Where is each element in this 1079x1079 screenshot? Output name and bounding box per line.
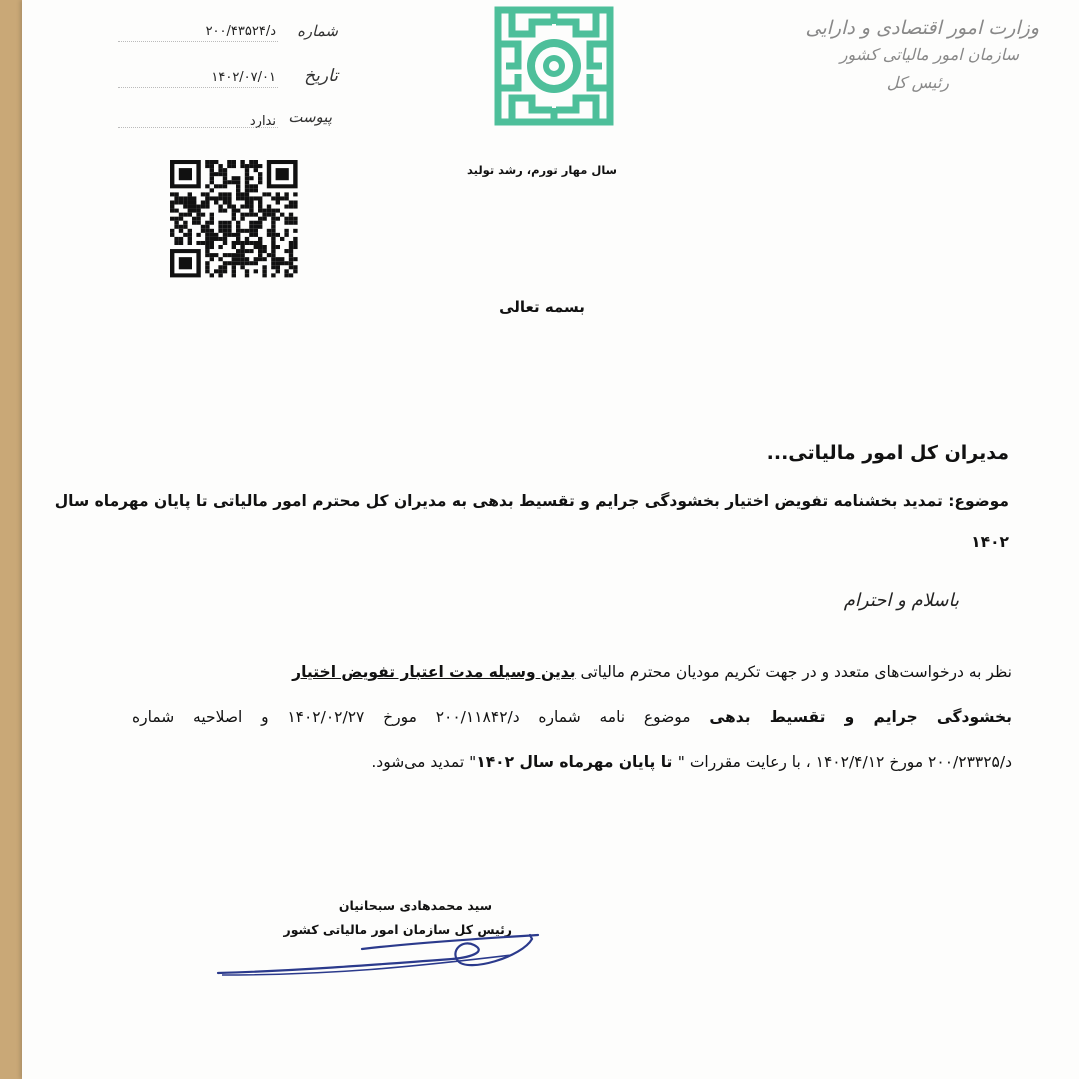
handwritten-signature-icon	[212, 915, 552, 985]
greeting: باسلام و احترام	[843, 590, 959, 611]
year-slogan: سال مهار تورم، رشد تولید	[467, 163, 617, 177]
date-label: تاریخ	[304, 66, 338, 86]
attachment-field	[118, 106, 358, 134]
signatory-name: سید محمدهادی سبحانیان	[338, 898, 492, 913]
body-line-2: بخشودگی جرایم و تقسیط بدهی موضوع نامه شماره د/۲۰۰/۱۱۸۴۲ مورخ ۱۴۰۲/۰۲/۲۷ و اصلاحیه شماره	[132, 708, 1012, 726]
body-line-1: نظر به درخواست‌های متعدد و در جهت تکریم مودیان محترم مالیاتی بدین وسیله مدت اعتبار تفویض اختیار	[292, 663, 1012, 681]
body-paragraph	[132, 650, 1012, 785]
subject-line-1: موضوع: تمدید بخشنامه تفویض اختیار بخشودگی جرایم و تقسیط بدهی به مدیران کل محترم امور مالیاتی تا پایان مهرماه سال	[54, 492, 1009, 510]
body-emphasis-1: بدین وسیله مدت اعتبار تفویض اختیار	[292, 663, 576, 681]
subject-line-2: ۱۴۰۲	[971, 533, 1009, 551]
number-value: د/۲۰۰/۴۳۵۲۴	[205, 24, 276, 39]
tax-organization-logo	[492, 4, 616, 128]
number-label: شماره	[297, 22, 338, 40]
number-field	[118, 20, 358, 46]
invocation: بسمه تعالی	[499, 298, 585, 316]
body-emphasis-2: بخشودگی جرایم و تقسیط بدهی	[709, 708, 1012, 726]
ministry-header	[799, 14, 1039, 98]
ministry-line-3: رئیس کل	[886, 73, 949, 92]
attachment-label: پیوست	[288, 108, 332, 126]
date-field	[118, 64, 358, 92]
recipient: مدیران کل امور مالیاتی...	[766, 442, 1009, 464]
date-value: ۱۴۰۲/۰۷/۰۱	[211, 70, 276, 85]
qr-code-icon	[170, 160, 304, 278]
signatory-title: رئیس کل سازمان امور مالیاتی کشور	[283, 922, 512, 937]
qr-code	[170, 160, 304, 278]
body-emphasis-3: تا پایان مهرماه سال ۱۴۰۲	[476, 753, 678, 771]
ministry-line-1: وزارت امور اقتصادی و دارایی	[805, 17, 1039, 39]
attachment-value: ندارد	[249, 114, 276, 129]
logo-emblem-icon	[492, 4, 616, 128]
letter-paper	[22, 0, 1079, 1079]
body-line-3: د/۲۰۰/۲۳۳۲۵ مورخ ۱۴۰۲/۴/۱۲ ، با رعایت مقررات " تا پایان مهرماه سال ۱۴۰۲" تمدید می‌شود.	[371, 753, 1012, 771]
ministry-line-2: سازمان امور مالیاتی کشور	[839, 45, 1019, 64]
